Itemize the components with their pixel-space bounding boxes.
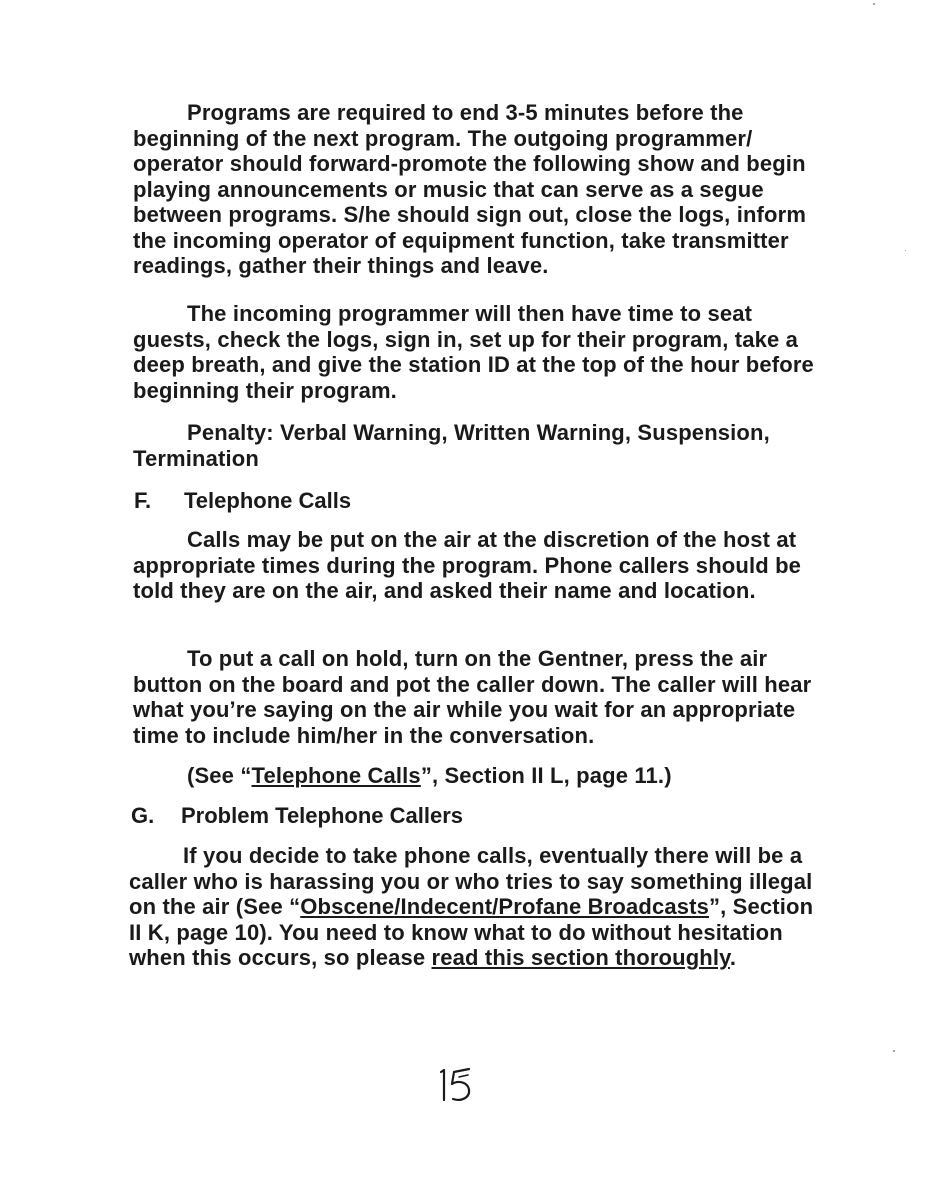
paragraph-call-on-hold: To put a call on hold, turn on the Gentner, press the air button on the board and pot the caller down. The caller will hear what you’re saying on the air while you wait for an appropriate time to include him/her in the conversation. (133, 646, 812, 748)
paragraph-penalty: Penalty: Verbal Warning, Written Warning, Suspension, Termination (133, 420, 770, 471)
ref-prefix: (See “ (187, 763, 252, 788)
paragraph-incoming-programmer: The incoming programmer will then have time to seat guests, check the logs, sign in, set up for their program, take a deep breath, and give the station ID at the top of the hour before beginning their program. (133, 301, 814, 403)
paragraph-problem-callers (129, 843, 825, 971)
read-thoroughly-underline: read this section thoroughly (431, 945, 730, 970)
telephone-calls-link[interactable]: Telephone Calls (251, 763, 421, 788)
problem-callers-text-1: If you decide to take phone calls, eventually there will be a caller who is harassing you or who tries to say something illegal on the air (See “ (129, 843, 813, 919)
ref-suffix: ”, Section II L, page 11.) (420, 763, 672, 788)
section-f-title: Telephone Calls (184, 488, 352, 513)
scan-speck (873, 3, 875, 5)
section-f-letter: F. (134, 488, 152, 513)
paragraph-calls-on-air: Calls may be put on the air at the discretion of the host at appropriate times during the program. Phone callers should be told they are on the air, and asked their name and location. (133, 527, 802, 603)
section-f-heading (134, 488, 351, 514)
obscene-broadcasts-link[interactable]: Obscene/Indecent/Profane Broadcasts (300, 894, 709, 919)
scan-speck (893, 1050, 895, 1052)
handwritten-page-number (435, 1060, 485, 1110)
problem-callers-text-2: ”, Section II K, page 10). You need to know what to do without hesitation when this occurs, so please (129, 894, 814, 970)
section-g-letter: G. (131, 803, 155, 828)
problem-callers-text-3: . (729, 945, 737, 970)
section-g-title: Problem Telephone Callers (181, 803, 464, 828)
paragraph-telephone-reference (133, 763, 823, 789)
section-g-heading (131, 803, 463, 829)
paragraph-program-ending: Programs are required to end 3-5 minutes before the beginning of the next program. The outgoing programmer/ operator should forward-promote the following show and begin playing announcements or music that can serve as a segue between programs. S/he should sign out, close the logs, inform the incoming operator of equipment function, take transmitter readings, gather their things and leave. (133, 100, 807, 278)
scan-speck (905, 250, 906, 251)
